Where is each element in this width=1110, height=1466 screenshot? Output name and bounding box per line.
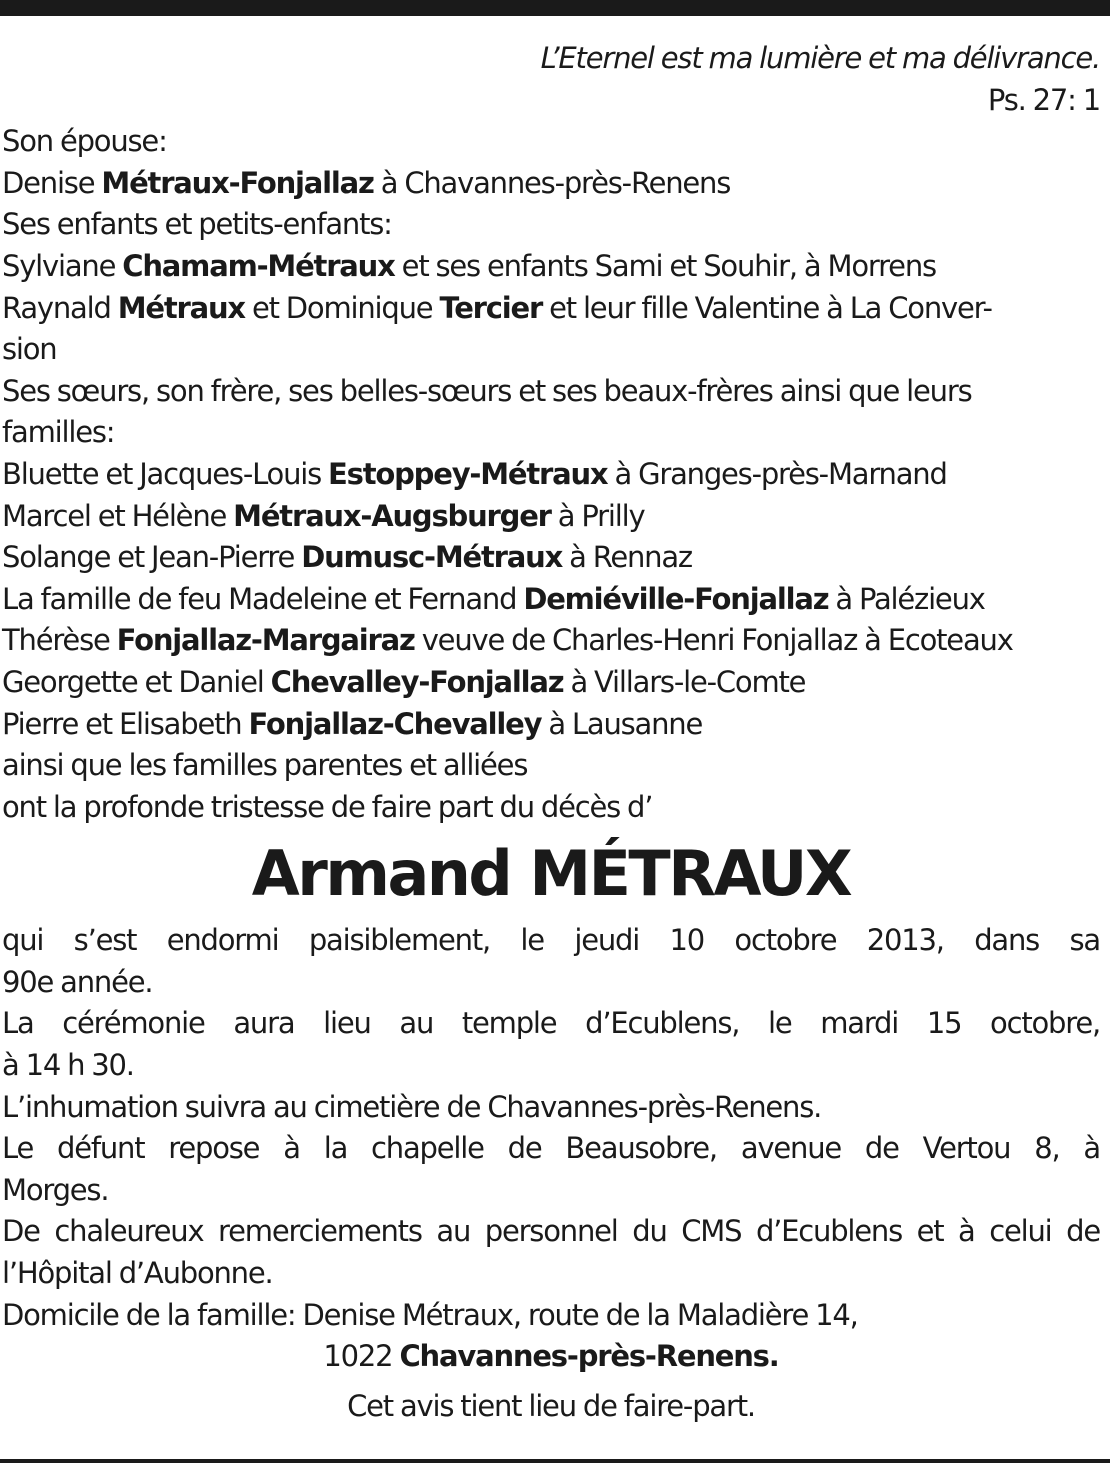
sibling-location: à Palézieux (835, 581, 985, 616)
spouse-first-name: Denise (2, 165, 95, 200)
siblings-heading-continued: familles: (2, 415, 115, 450)
child-line-1 (2, 246, 1100, 288)
sibling-line (2, 662, 1100, 704)
city-name: Chavannes-près-Renens. (399, 1339, 779, 1374)
top-border-rule (0, 0, 1110, 16)
sibling-line (2, 579, 1100, 621)
siblings-heading: Ses sœurs, son frère, ses belles-sœurs et ses beaux-frères ainsi que leurs (2, 373, 972, 408)
notice-line: Cet avis tient lieu de faire-part. (347, 1388, 755, 1423)
sibling-line (2, 704, 1100, 746)
resting-place-continued: Morges. (2, 1172, 109, 1207)
sibling-first-names: Pierre et Elisabeth (2, 706, 242, 741)
sibling-first-names: Marcel et Hélène (2, 498, 227, 533)
sibling-line (2, 537, 1100, 579)
relatives-line: ainsi que les familles parentes et alliées (2, 748, 528, 783)
children-heading: Ses enfants et petits-enfants: (2, 207, 392, 242)
sibling-last-name: Fonjallaz-Chevalley (248, 706, 542, 741)
child-details: et leur fille Valentine à La Conver- (549, 290, 992, 325)
child-details: et ses enfants Sami et Souhir, à Morrens (401, 248, 936, 283)
resting-place: Le défunt repose à la chapelle de Beausobre, avenue de Vertou 8, à (2, 1131, 1100, 1166)
sibling-first-names: Georgette et Daniel (2, 664, 264, 699)
spouse-last-name: Métraux-Fonjallaz (101, 165, 374, 200)
sibling-last-name: Demiéville-Fonjallaz (523, 581, 829, 616)
partner-last-name: Tercier (439, 290, 543, 325)
deceased-name: Armand MÉTRAUX (251, 837, 851, 911)
sibling-first-names: Solange et Jean-Pierre (2, 540, 295, 575)
spacer (2, 1378, 1100, 1386)
sibling-location: à Lausanne (548, 706, 703, 741)
sibling-last-name: Estoppey-Métraux (328, 456, 608, 491)
sibling-location: à Prilly (557, 498, 645, 533)
death-details-continued: 90e année. (2, 964, 153, 999)
sibling-line (2, 496, 1100, 538)
spouse-line (2, 163, 1100, 205)
child-last-name: Chamam-Métraux (122, 248, 395, 283)
spouse-heading: Son épouse: (2, 124, 167, 159)
child-partner: et Dominique (251, 290, 433, 325)
sibling-first-names: Thérèse (2, 623, 110, 658)
child-last-name: Métraux (117, 290, 245, 325)
verse-reference: Ps. 27: 1 (987, 82, 1100, 117)
sibling-location: à Villars-le-Comte (570, 664, 806, 699)
thanks-line: De chaleureux remerciements au personnel du CMS d’Ecublens et à celui de (2, 1214, 1100, 1249)
ceremony-details: La cérémonie aura lieu au temple d’Ecublens, le mardi 15 octobre, (2, 1006, 1100, 1041)
sibling-line (2, 454, 1100, 496)
sibling-location: à Granges-près-Marnand (614, 456, 947, 491)
sibling-location: veuve de Charles-Henri Fonjallaz à Ecoteaux (421, 623, 1013, 658)
spouse-location: à Chavannes-près-Renens (380, 165, 731, 200)
sibling-line (2, 620, 1100, 662)
announcement-line: ont la profonde tristesse de faire part du décès d’ (2, 789, 653, 824)
ceremony-details-continued: à 14 h 30. (2, 1048, 134, 1083)
family-address: Domicile de la famille: Denise Métraux, route de la Maladière 14, (2, 1297, 858, 1332)
bible-verse: L’Eternel est ma lumière et ma délivrance. (540, 41, 1100, 75)
sibling-last-name: Fonjallaz-Margairaz (116, 623, 415, 658)
sibling-last-name: Dumusc-Métraux (301, 540, 563, 575)
sibling-location: à Rennaz (569, 540, 692, 575)
burial-details: L’inhumation suivra au cimetière de Chavannes-près-Renens. (2, 1089, 822, 1124)
sibling-last-name: Chevalley-Fonjallaz (270, 664, 564, 699)
sibling-first-names: Bluette et Jacques-Louis (2, 456, 322, 491)
thanks-line-continued: l’Hôpital d’Aubonne. (2, 1256, 273, 1291)
sibling-last-name: Métraux-Augsburger (233, 498, 551, 533)
bottom-border-rule (0, 1459, 1110, 1463)
death-details: qui s’est endormi paisiblement, le jeudi 10 octobre 2013, dans sa (2, 923, 1100, 958)
obituary-notice (2, 38, 1100, 1427)
child-line-2 (2, 288, 1100, 330)
child-first-name: Sylviane (2, 248, 116, 283)
sibling-first-names: La famille de feu Madeleine et Fernand (2, 581, 517, 616)
child-line-2-continued: sion (2, 332, 57, 367)
family-address-city (2, 1336, 1100, 1378)
postal-code: 1022 (323, 1339, 393, 1374)
child-first-name: Raynald (2, 290, 111, 325)
